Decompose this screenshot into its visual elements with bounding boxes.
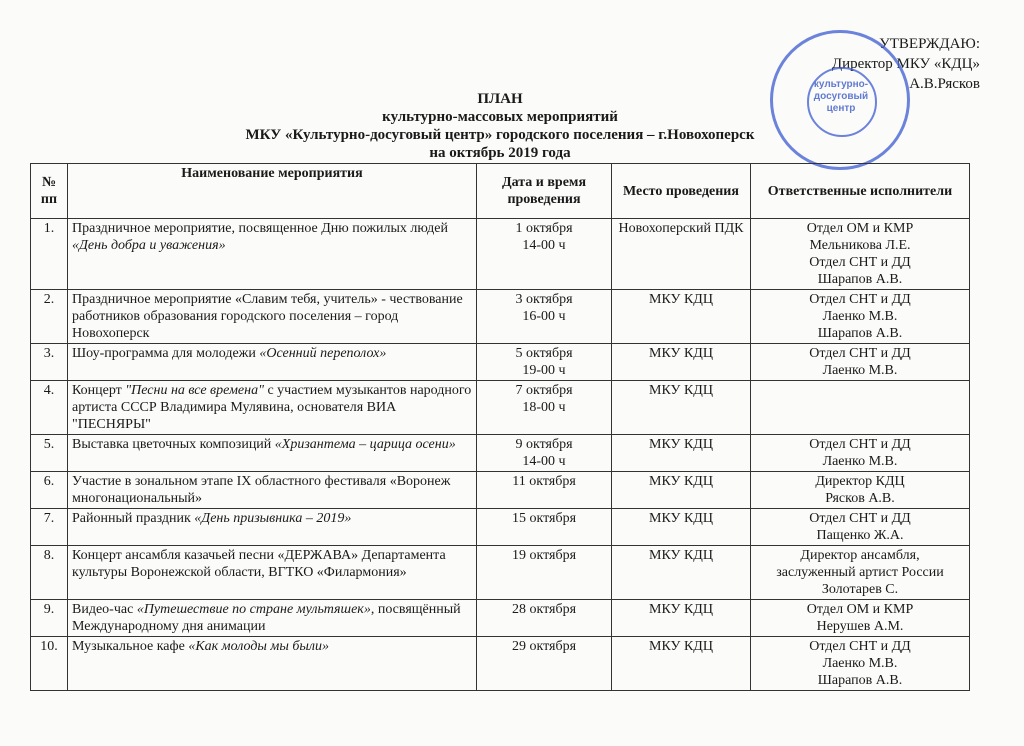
table-row: [31, 381, 970, 435]
row-place: МКУ КДЦ: [612, 600, 751, 637]
row-date: 11 октября: [477, 472, 612, 509]
event-name-text: Районный праздник: [72, 511, 195, 526]
row-place: МКУ КДЦ: [612, 435, 751, 472]
event-name-text: Выставка цветочных композиций: [72, 437, 275, 452]
row-date: 1 октября 14-00 ч: [477, 219, 612, 290]
row-event-name: [68, 435, 477, 472]
header-resp: Ответственные исполнители: [751, 164, 970, 219]
event-name-text: Музыкальное кафе: [72, 639, 189, 654]
row-place: Новохоперский ПДК: [612, 219, 751, 290]
row-date: 29 октября: [477, 637, 612, 691]
event-name-emphasis: "Песни на все времена": [125, 383, 264, 398]
event-name-emphasis: «Путешествие по стране мультяшек»: [136, 602, 371, 617]
row-place: МКУ КДЦ: [612, 381, 751, 435]
event-name-emphasis: «День добра и уважения»: [72, 238, 226, 253]
event-name-tail: , посвящённый Международному дня анимации: [72, 602, 461, 634]
row-place: МКУ КДЦ: [612, 344, 751, 381]
heading-organization: МКУ «Культурно-досуговый центр» городского поселения – г.Новохоперск: [245, 127, 755, 143]
event-name-text: Концерт ансамбля казачьей песни «ДЕРЖАВА» Департамента культуры Воронежской области, ВГТКО «Филармония»: [72, 548, 446, 580]
row-date: 9 октября 14-00 ч: [477, 435, 612, 472]
row-event-name: [68, 472, 477, 509]
header-place: Место проведения: [612, 164, 751, 219]
table-row: [31, 472, 970, 509]
row-event-name: [68, 637, 477, 691]
approval-title: УТВЕРЖДАЮ:: [879, 36, 980, 52]
row-number: 6.: [31, 472, 68, 509]
row-number: 2.: [31, 290, 68, 344]
row-number: 1.: [31, 219, 68, 290]
row-number: 10.: [31, 637, 68, 691]
row-place: МКУ КДЦ: [612, 509, 751, 546]
row-date: 19 октября: [477, 546, 612, 600]
event-name-emphasis: «День призывника – 2019»: [194, 511, 352, 526]
row-responsible: Отдел ОМ и КМР Нерушев А.М.: [751, 600, 970, 637]
table-header-row: [31, 164, 970, 219]
heading-title: ПЛАН: [477, 91, 523, 107]
row-number: 9.: [31, 600, 68, 637]
row-responsible: Отдел СНТ и ДД Лаенко М.В. Шарапов А.В.: [751, 290, 970, 344]
row-date: 3 октября 16-00 ч: [477, 290, 612, 344]
event-name-tail: с участием музыкантов народного артиста СССР Владимира Мулявина, основателя ВИА "ПЕСНЯРЫ": [72, 383, 472, 432]
event-name-emphasis: «Хризантема – царица осени»: [274, 437, 456, 452]
row-event-name: [68, 290, 477, 344]
row-date: 15 октября: [477, 509, 612, 546]
row-responsible: [751, 381, 970, 435]
event-name-text: Праздничное мероприятие «Славим тебя, учитель» - чествование работников образования городского поселения – город Новохоперск: [72, 292, 463, 341]
event-name-text: Шоу-программа для молодежи: [72, 346, 260, 361]
row-place: МКУ КДЦ: [612, 472, 751, 509]
event-name-text: Видео-час: [72, 602, 137, 617]
row-event-name: [68, 344, 477, 381]
row-date: 7 октября 18-00 ч: [477, 381, 612, 435]
approval-position: Директор МКУ «КДЦ»: [831, 56, 980, 72]
row-event-name: [68, 509, 477, 546]
row-event-name: [68, 546, 477, 600]
row-responsible: Отдел СНТ и ДД Лаенко М.В.: [751, 435, 970, 472]
event-name-text: Праздничное мероприятие, посвященное Дню пожилых людей: [72, 221, 448, 236]
table-row: [31, 600, 970, 637]
event-name-emphasis: «Осенний переполох»: [259, 346, 387, 361]
row-place: МКУ КДЦ: [612, 637, 751, 691]
row-event-name: [68, 381, 477, 435]
events-table: [30, 163, 970, 691]
table-row: [31, 290, 970, 344]
document-heading: [120, 90, 880, 162]
row-place: МКУ КДЦ: [612, 546, 751, 600]
row-place: МКУ КДЦ: [612, 290, 751, 344]
row-responsible: Директор КДЦ Рясков А.В.: [751, 472, 970, 509]
row-event-name: [68, 219, 477, 290]
event-name-text: Участие в зональном этапе IX областного фестиваля «Воронеж многонациональный»: [72, 474, 451, 506]
event-name-emphasis: «Как молоды мы были»: [188, 639, 329, 654]
row-responsible: Отдел ОМ и КМР Мельникова Л.Е. Отдел СНТ и ДД Шарапов А.В.: [751, 219, 970, 290]
heading-subtitle: культурно-массовых мероприятий: [382, 109, 618, 125]
header-num: № пп: [31, 164, 68, 219]
table-row: [31, 546, 970, 600]
table-row: [31, 637, 970, 691]
row-number: 3.: [31, 344, 68, 381]
table-row: [31, 509, 970, 546]
approval-signatory: А.В.Рясков: [909, 76, 980, 92]
row-responsible: Отдел СНТ и ДД Лаенко М.В.: [751, 344, 970, 381]
table-row: [31, 344, 970, 381]
row-event-name: [68, 600, 477, 637]
row-number: 5.: [31, 435, 68, 472]
event-name-text: Концерт: [72, 383, 126, 398]
header-name: Наименование мероприятия: [68, 164, 477, 219]
row-date: 5 октября 19-00 ч: [477, 344, 612, 381]
row-responsible: Отдел СНТ и ДД Пащенко Ж.А.: [751, 509, 970, 546]
row-number: 8.: [31, 546, 68, 600]
row-responsible: Отдел СНТ и ДД Лаенко М.В. Шарапов А.В.: [751, 637, 970, 691]
row-number: 7.: [31, 509, 68, 546]
heading-period: на октябрь 2019 года: [429, 145, 571, 161]
table-row: [31, 219, 970, 290]
stamp-label: культурно-досуговый центр: [813, 79, 869, 114]
row-responsible: Директор ансамбля, заслуженный артист России Золотарев С.: [751, 546, 970, 600]
header-date: Дата и время проведения: [477, 164, 612, 219]
table-row: [31, 435, 970, 472]
row-date: 28 октября: [477, 600, 612, 637]
row-number: 4.: [31, 381, 68, 435]
